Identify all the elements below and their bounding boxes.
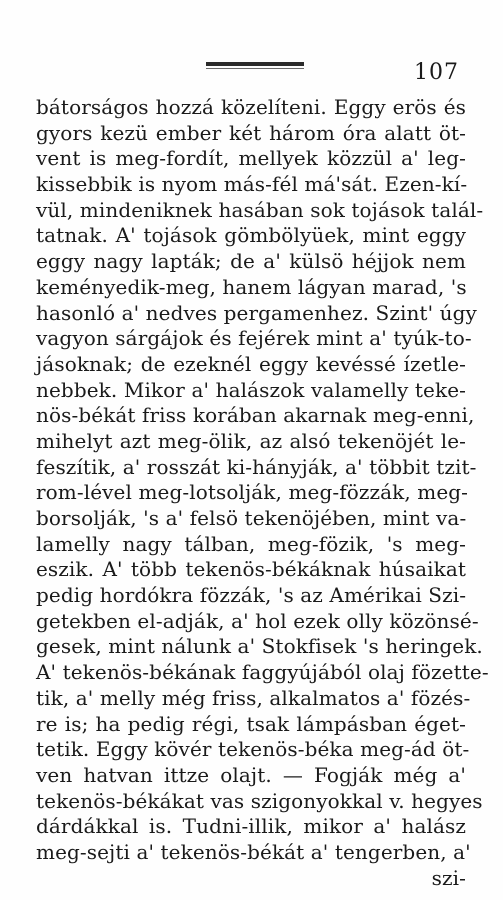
text-line: kissebbik is nyom más-fél má'sát. Ezen-kí- (36, 172, 468, 197)
text-line: dárdákkal is. Tudni-illik, mikor a' halász (36, 814, 466, 839)
text-line: gyors kezü ember két három óra alatt öt- (36, 120, 466, 145)
text-line: A' tekenös-békának faggyújából olaj fözette- (36, 660, 489, 685)
catchword: szi- (431, 865, 466, 890)
text-line: jásoknak; de ezeknél eggy kevéssé ízetle- (36, 351, 466, 376)
text-line: pedig hordókra fözzák, 's az Amérikai Szi- (36, 583, 467, 608)
text-line: gesek, mint nálunk a' Stokfisek 's heringek. (36, 634, 483, 659)
text-line: tetik. Eggy kövér tekenös-béka meg-ád öt- (36, 737, 470, 762)
text-line: keményedik-meg, hanem lágyan marad, 's (36, 274, 467, 299)
header-ornament-rule (206, 62, 304, 66)
text-line: vagyon sárgájok és fejérek mint a' tyúk-to- (36, 326, 472, 351)
text-line: tatnak. A' tojások gömbölyüek, mint eggy (36, 223, 466, 248)
body-text (36, 95, 489, 891)
text-line: lamelly nagy tálban, meg-fözik, 's meg- (36, 531, 466, 556)
text-line: vent is meg-fordít, mellyek közzül a' leg- (36, 146, 466, 171)
text-line: ven hatvan ittze olajt. — Fogják még a' (36, 762, 466, 787)
text-line: eszik. A' több tekenös-békáknak húsaikat (36, 557, 466, 582)
page-number: 107 (414, 60, 459, 85)
text-line: re is; ha pedig régi, tsak lámpásban éget- (36, 711, 466, 736)
text-line: getekben el-adják, a' hol ezek olly közönsé- (36, 608, 479, 633)
text-line: nös-békát friss korában akarnak meg-enni, (36, 403, 475, 428)
text-line: tik, a' melly még friss, alkalmatos a' fözés- (36, 685, 471, 710)
text-line: nebbek. Mikor a' halászok valamelly teke- (36, 377, 466, 402)
text-line: tekenös-békákat vas szigonyokkal v. hegyes (36, 788, 483, 813)
text-line: borsolják, 's a' felsö tekenöjében, mint va- (36, 506, 467, 530)
text-line: rom-lével meg-lotsolják, meg-fözzák, meg- (36, 480, 469, 505)
text-line: hasonló a' nedves pergamenhez. Szint' úgy (36, 300, 477, 325)
text-line: eggy nagy lapták; de a' külsö héjjok nem (36, 249, 466, 274)
text-line: feszítik, a' rosszát ki-hányják, a' többit tzit- (36, 454, 477, 479)
text-line: bátorságos hozzá közelíteni. Eggy erös és (36, 95, 466, 119)
text-line: mihelyt azt meg-ölik, az alsó tekenöjét le- (36, 428, 466, 453)
text-line: vül, mindeniknek hasában sok tojások talál- (36, 197, 484, 222)
text-line: meg-sejti a' tekenös-békát a' tengerben, a' (36, 839, 471, 864)
